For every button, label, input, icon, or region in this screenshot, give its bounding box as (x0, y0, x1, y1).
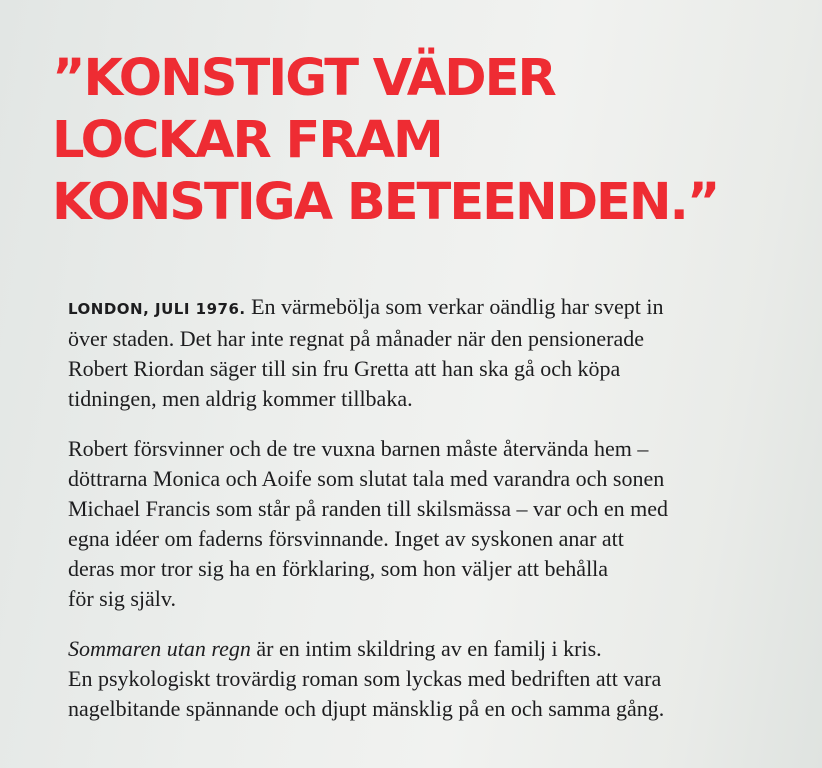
paragraph-2-line-2: döttrarna Monica och Aoife som slutat tala med varandra och sonen (68, 466, 665, 491)
paragraph-2-line-4: egna idéer om faderns försvinnande. Inget av syskonen anar att (68, 526, 624, 551)
paragraph-1-line-2: över staden. Det har inte regnat på månader när den pensionerade (68, 326, 645, 351)
paragraph-3-line-1 (68, 634, 788, 664)
book-title: Sommaren utan regn (68, 636, 251, 661)
paragraph-1-line-1-text: En värmebölja som verkar oändlig har svept in (245, 294, 664, 319)
paragraph-1-line-1 (68, 292, 788, 324)
paragraph-3-line-3: nagelbitande spännande och djupt mänsklig på en och samma gång. (68, 696, 665, 721)
dateline: LONDON, JULI 1976. (68, 300, 246, 318)
paragraph-2-line-3: Michael Francis som står på randen till skilsmässa – var och en med (68, 496, 668, 521)
paragraph-2-line-6: för sig själv. (68, 586, 176, 611)
paragraph-1-line-3: Robert Riordan säger till sin fru Gretta att han ska gå och köpa (68, 356, 621, 381)
paragraph-3-line-2: En psykologiskt trovärdig roman som lyckas med bedriften att vara (68, 666, 662, 691)
paragraph-1-line-4: tidningen, men aldrig kommer tillbaka. (68, 386, 413, 411)
headline-quote (52, 48, 772, 234)
blurb-text (68, 292, 788, 744)
paragraph-synopsis (68, 292, 788, 414)
headline-line-1: ”KONSTIGT VÄDER (52, 49, 555, 108)
headline-line-3: KONSTIGA BETEENDEN.” (52, 173, 719, 232)
paragraph-3-line-1-text: är en intim skildring av en familj i kris. (250, 636, 602, 661)
headline-line-2: LOCKAR FRAM (52, 111, 442, 170)
paragraph-2-line-5: deras mor tror sig ha en förklaring, som hon väljer att behålla (68, 556, 609, 581)
paragraph-family (68, 434, 788, 614)
paragraph-2-line-1: Robert försvinner och de tre vuxna barnen måste återvända hem – (68, 436, 649, 461)
paragraph-review (68, 634, 788, 724)
